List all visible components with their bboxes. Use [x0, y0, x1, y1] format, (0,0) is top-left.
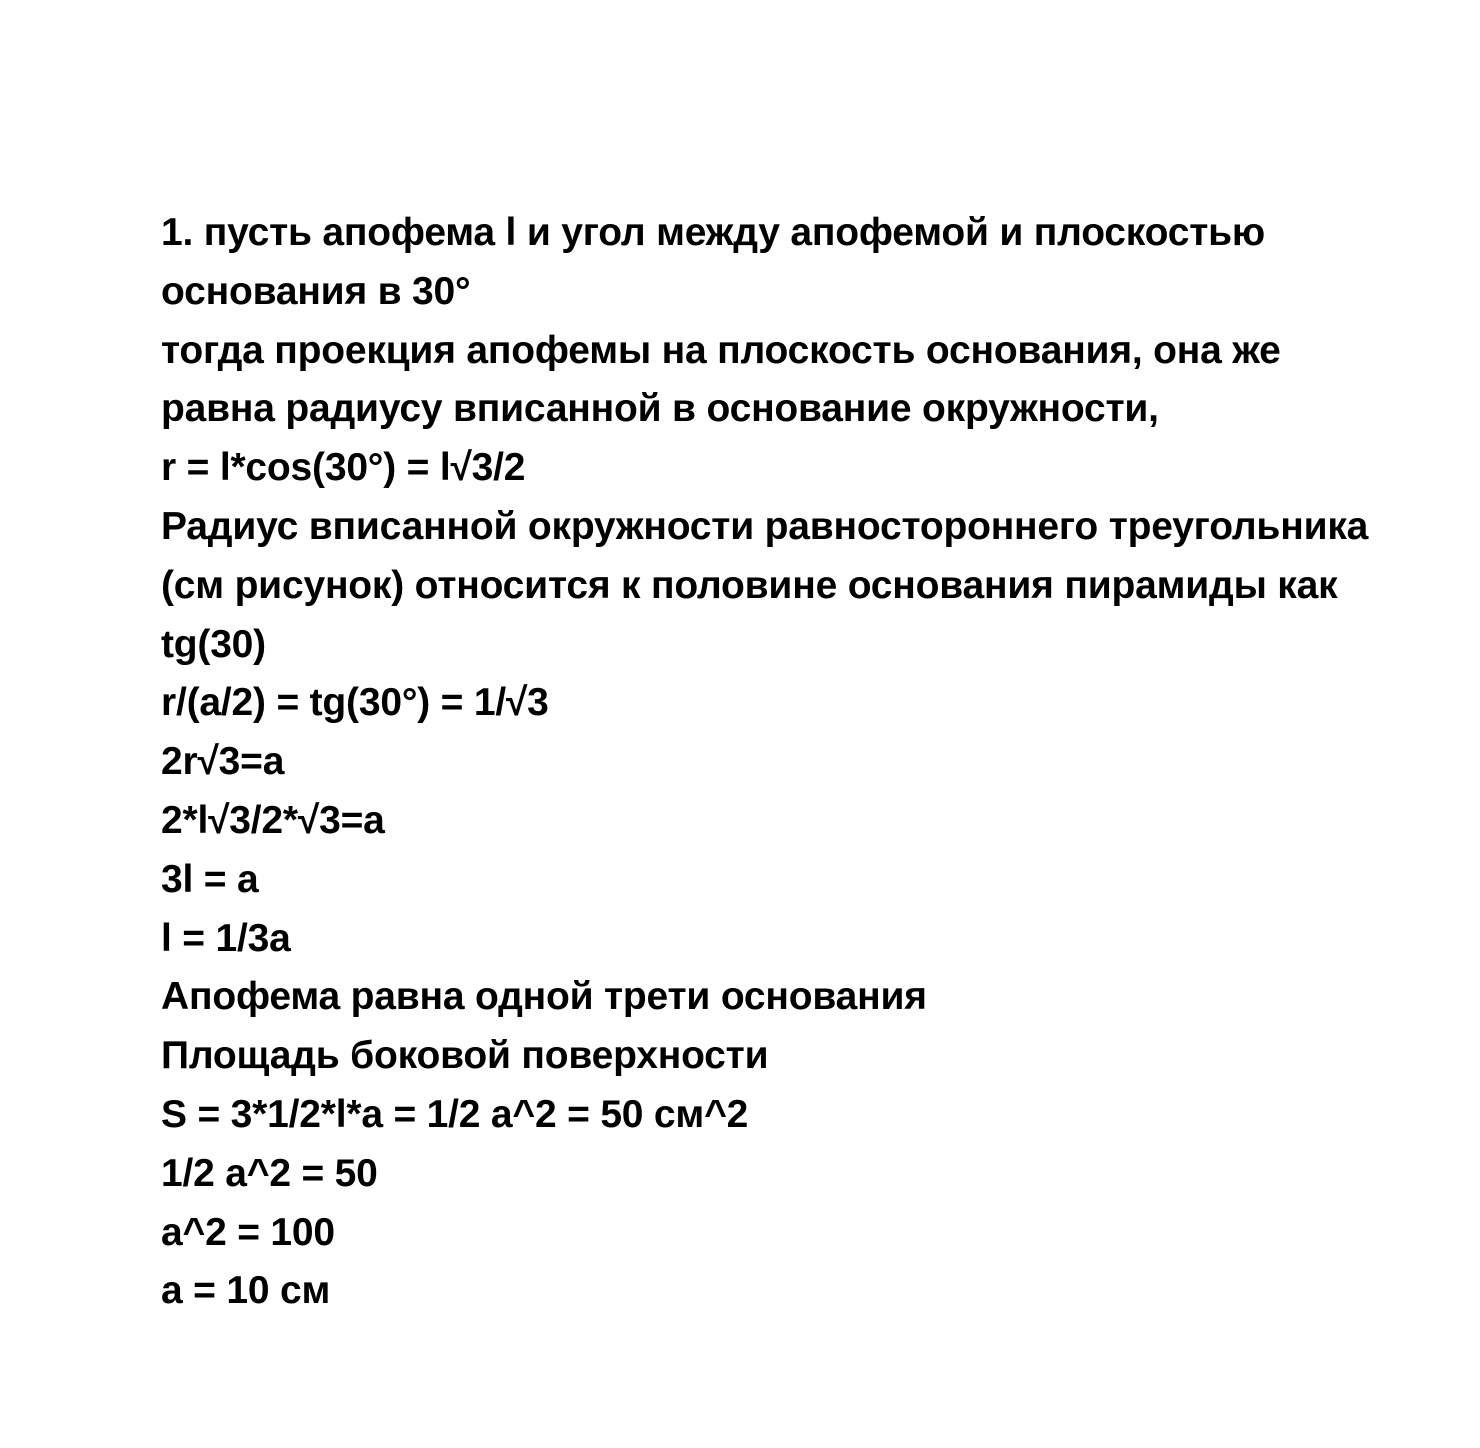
text-line: 1. пусть апофема l и угол между апофемой и плоскостью: [161, 211, 1265, 254]
text-line: 3l = a: [161, 857, 259, 901]
solution-text: [161, 204, 1476, 1321]
text-line: Радиус вписанной окружности равностороннего треугольника: [161, 504, 1369, 548]
text-line: r = l*cos(30°) = l√3/2: [161, 446, 526, 490]
text-line: Площадь боковой поверхности: [161, 1034, 769, 1078]
text-line: Апофема равна одной трети основания: [161, 975, 927, 1019]
text-line: S = 3*1/2*l*a = 1/2 a^2 = 50 см^2: [161, 1092, 749, 1136]
text-line: 2*l√3/2*√3=a: [161, 798, 385, 842]
text-line: a^2 = 100: [161, 1210, 335, 1254]
text-line: a = 10 см: [161, 1269, 331, 1313]
text-line: 1/2 a^2 = 50: [161, 1151, 378, 1195]
text-line: 2r√3=a: [161, 740, 285, 784]
text-line: тогда проекция апофемы на плоскость основания, она же: [161, 328, 1281, 372]
text-line: l = 1/3a: [161, 916, 291, 960]
text-line: (см рисунок) относится к половине основания пирамиды как: [161, 563, 1338, 607]
text-line: равна радиусу вписанной в основание окружности,: [161, 387, 1159, 431]
text-line: основания в 30°: [161, 269, 471, 313]
text-line: tg(30): [161, 622, 266, 666]
text-line: r/(a/2) = tg(30°) = 1/√3: [161, 681, 549, 725]
